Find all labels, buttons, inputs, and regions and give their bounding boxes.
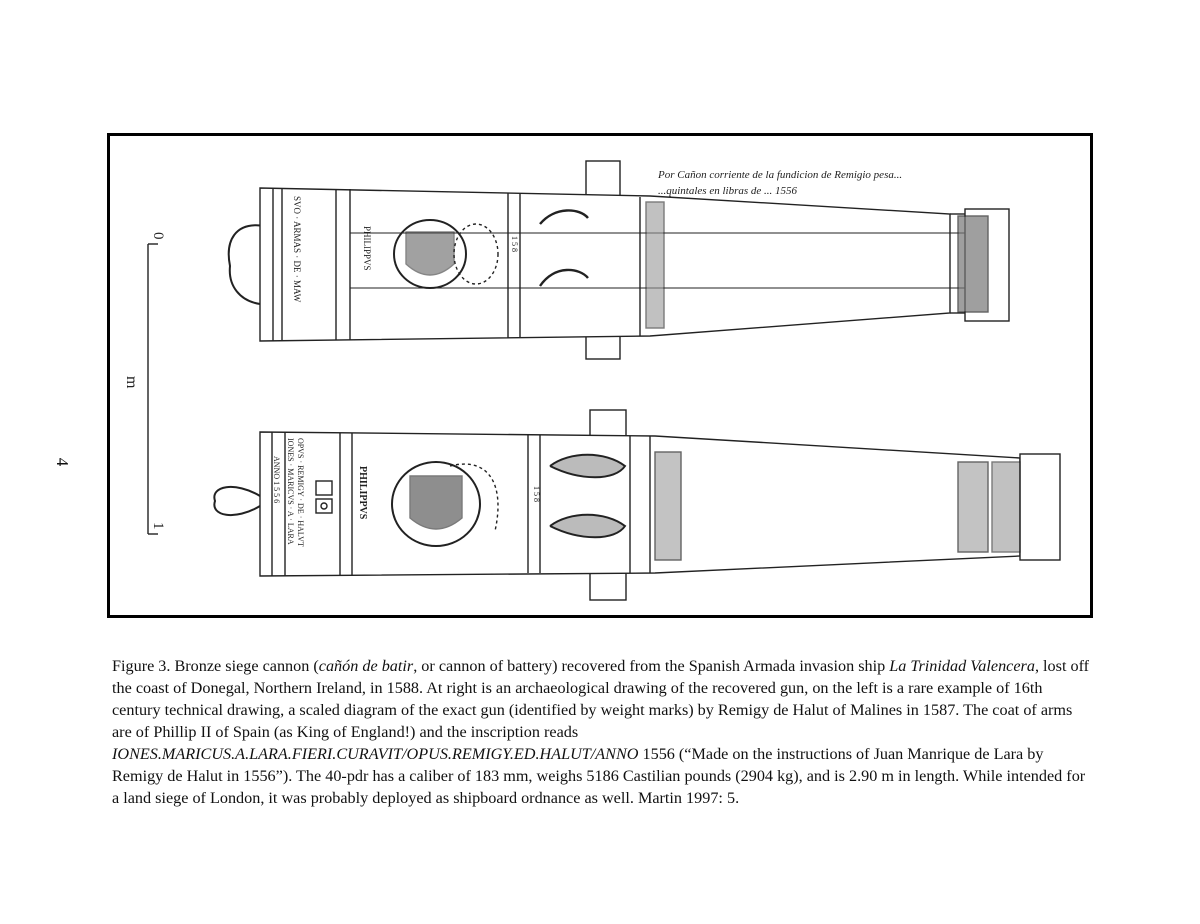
lower-barrel xyxy=(260,432,1020,576)
upper-handwritten-note-1: Por Cañon corriente de la fundicion de Remigio pesa... xyxy=(658,169,903,181)
upper-cannon xyxy=(229,161,1009,359)
caption-italic-1: cañón de batir xyxy=(318,657,414,675)
page-number: 4 xyxy=(53,457,72,467)
scale-label-unit: m xyxy=(123,376,140,389)
upper-inscription-band: SVO · ARMAS · DE · MAW xyxy=(292,196,302,303)
caption-part-3: , lost off the coast of Donegal, Northern Ireland, in 1588. At right is an archaeological drawing of the recovered gun, on the left is a rare example of 16th century technical drawing, a scaled diagram of the exact gun (identified by weight marks) by Remigy de Halut of Malines in 1587. The coat of arms are of Phillip II of Spain (as King of England!) and the inscription reads xyxy=(112,657,1090,741)
lower-cannon xyxy=(214,410,1060,600)
lower-weight-mark: 1 5 8 xyxy=(532,486,541,502)
lower-cascabel xyxy=(214,487,260,515)
upper-weight-mark: 1 5 8 xyxy=(510,236,519,252)
scale-bar xyxy=(148,244,158,534)
scale-label-zero: 0 xyxy=(150,232,166,240)
cannon-drawings xyxy=(110,136,1090,615)
caption-inscription: IONES.MARICUS.A.LARA.FIERI.CURAVIT/OPUS.REMIGY.ED.HALUT/ANNO xyxy=(112,745,639,763)
caption-part-2: , or cannon of battery) recovered from the Spanish Armada invasion ship xyxy=(413,657,890,675)
caption-italic-2: La Trinidad Valencera xyxy=(889,657,1035,675)
upper-name-panel: PHILIPPVS xyxy=(362,226,372,271)
figure-caption xyxy=(112,655,1092,809)
caption-part-4: 1556 (“Made on the instructions of Juan Manrique de Lara by Remigy de Halut in 1556”). The 40-pdr has a caliber of 183 mm, weighs 5186 Castilian pounds (2904 kg), and is 2.90 m in length. While intended for a land siege of London, it was probably deployed as shipboard ordnance as well. Martin 1997: 5. xyxy=(112,745,1086,807)
figure-3-frame xyxy=(107,133,1093,618)
lower-inscription-band-2: OPVS · REMIGY · DE · HALVT xyxy=(296,438,305,547)
scale-label-one: 1 xyxy=(150,522,166,530)
lower-anno-mark: ANNO 1 5 5 6 xyxy=(272,456,281,504)
caption-part-1: Figure 3. Bronze siege cannon ( xyxy=(112,657,319,675)
upper-handwritten-note-2: ...quintales en libras de ... 1556 xyxy=(658,185,798,197)
lower-name-panel: PHILIPPVS xyxy=(357,466,368,520)
lower-inscription-band-1: IONES · MARICVS · A · LARA xyxy=(286,438,295,545)
